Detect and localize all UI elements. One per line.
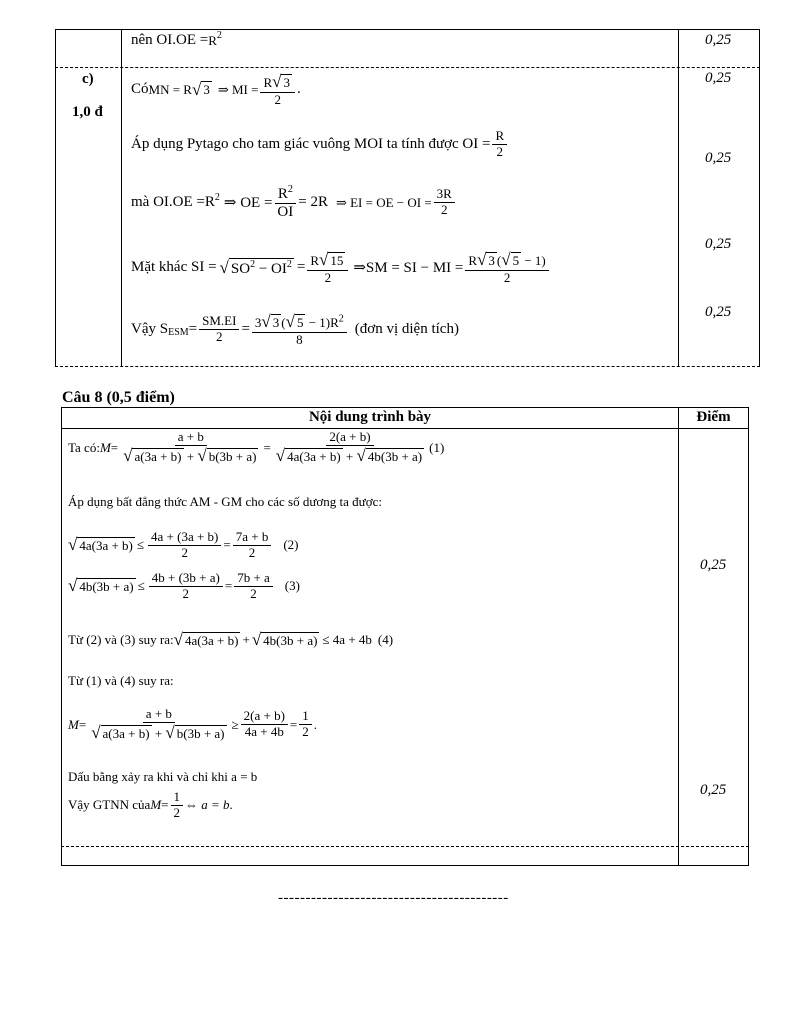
tu23-r1: 4a(3a + b) xyxy=(184,632,239,648)
frac-si-den: 2 xyxy=(324,269,332,285)
score-c-4: 0,25 xyxy=(705,304,732,320)
frac-mi-num: R xyxy=(263,75,273,90)
ineq3b-den: 2 xyxy=(250,585,257,601)
sesm-eq2: = xyxy=(241,321,250,338)
score-cau8-2: 0,25 xyxy=(700,782,727,798)
frac-gtnn xyxy=(171,790,184,821)
tag-3: (3) xyxy=(284,578,300,594)
tag-2: (2) xyxy=(283,537,299,553)
score-oi-oe: 0,25 xyxy=(705,32,732,48)
final-eq: = xyxy=(289,716,298,732)
frac-oi-num: R xyxy=(492,129,507,145)
cau8-header-score: Điểm xyxy=(696,409,731,425)
ineq2b-num: 7a + b xyxy=(233,530,272,546)
ineq2-eq: = xyxy=(223,537,231,553)
so: SO xyxy=(230,260,251,277)
frac-sesm2-close: − 1)R xyxy=(305,315,339,330)
frac-m1-d2: b(3b + a) xyxy=(208,448,257,464)
cau8-tu-1-4: Từ (1) và (4) suy ra: xyxy=(68,673,174,688)
line-pytago xyxy=(131,129,509,160)
frac-sesm1-num: SM.EI xyxy=(199,314,239,330)
final-end: . xyxy=(313,716,318,732)
m-eq-3: = xyxy=(78,716,87,732)
cau8-header-content: Nội dung trình bày xyxy=(308,409,432,425)
frac-m1-plus: + xyxy=(186,448,195,464)
frac-m1-d1: a(3a + b) xyxy=(134,448,182,464)
score-c-2: 0,25 xyxy=(705,150,732,166)
frac-sesm2-sqrt5: 5 xyxy=(296,315,304,330)
tag-1: (1) xyxy=(429,439,445,455)
m-var-3: M xyxy=(150,797,162,813)
ma-prefix: mà OI.OE = xyxy=(131,194,205,211)
oi: − OI xyxy=(255,260,287,277)
ma-exp: 2 xyxy=(214,192,220,204)
tu23-r2: 4b(3b + a) xyxy=(263,632,318,648)
tu23-prefix: Từ (2) và (3) suy ra: xyxy=(68,632,174,647)
frac-final-1-d2: b(3b + a) xyxy=(176,725,225,741)
m-eq2: = xyxy=(263,439,271,455)
footer-dashes: ------------------------------------------ xyxy=(278,890,509,906)
frac-final-1-plus: + xyxy=(154,725,163,741)
frac-si-num: R xyxy=(310,253,319,268)
frac-m2-d1: 4a(3a + b) xyxy=(287,448,341,464)
cau8-ineq-3: √ 4b(3b + a) ≤ $\frac{4b + (3b + a)}{2}$ = $\frac{7b + a}{2}$ (3) xyxy=(68,570,300,601)
frac-m2-num: 2(a + b) xyxy=(326,430,373,446)
frac-final-2-den: 4a + 4b xyxy=(244,724,284,740)
ta-co: Ta có: xyxy=(68,439,100,455)
tu23-rest: ≤ 4a + 4b xyxy=(322,632,372,647)
line-vay-sesm xyxy=(131,312,459,347)
frac-m1-num: a + b xyxy=(175,430,207,446)
frac-oe-den: OI xyxy=(277,204,294,221)
part-c-label: c) xyxy=(82,71,94,87)
mi-eq: ⇒ MI = xyxy=(217,81,259,97)
ineq3a-num: 4b + (3b + a) xyxy=(149,571,223,587)
frac-final-2 xyxy=(241,709,288,740)
frac-oe-exp: 2 xyxy=(287,184,293,195)
frac-final-2-num: 2(a + b) xyxy=(241,709,288,725)
oi-exp: 2 xyxy=(286,258,292,270)
ineq2a-den: 2 xyxy=(181,544,188,560)
oe-2r: = 2R xyxy=(298,194,328,211)
frac-sesm1 xyxy=(199,314,239,345)
sqrt-si-body xyxy=(229,258,294,278)
frac-final-3 xyxy=(299,709,312,740)
frac-mi-sqrt: 3 xyxy=(283,75,290,90)
frac-m2: $\frac{2(a + b)}{√ 4a(3a + b) + √ 4b(3b + a)}$ xyxy=(275,429,423,465)
line-mat-khac xyxy=(131,250,551,285)
frac-ineq3a xyxy=(149,571,223,602)
frac-oi-den: 2 xyxy=(496,143,504,159)
cau8-equality: Dấu bằng xảy ra khi và chỉ khi a = b xyxy=(68,769,258,784)
score-c-3: 0,25 xyxy=(705,236,732,252)
si-eq: = xyxy=(296,259,306,276)
frac-ineq2a xyxy=(148,530,221,561)
frac-sm-sqrt3: 3 xyxy=(488,253,495,268)
esm-sub: ESM xyxy=(168,327,189,339)
sqrt-3: 3 xyxy=(203,82,210,98)
oi-oe-exp: 2 xyxy=(216,30,222,41)
cau8-gtnn xyxy=(68,790,233,821)
frac-sesm2-sqrt3: 3 xyxy=(272,315,280,330)
ineq3a-den: 2 xyxy=(182,585,190,601)
frac-sesm2-3: 3 xyxy=(254,315,262,330)
frac-sesm2-open: ( xyxy=(281,315,286,330)
frac-oi xyxy=(492,129,507,160)
frac-oe-num: R xyxy=(277,186,288,202)
m-var: M xyxy=(99,439,111,455)
frac-sesm1-den: 2 xyxy=(216,329,223,345)
line-co-mn xyxy=(131,72,301,107)
frac-mi-den: 2 xyxy=(274,91,281,107)
part-c-points: 1,0 đ xyxy=(72,104,103,120)
final-ge: ≥ xyxy=(231,716,239,732)
score-cau8-1: 0,25 xyxy=(700,557,727,573)
oi-oe-prefix: nên OI.OE = xyxy=(131,32,209,48)
frac-sesm2-exp: 2 xyxy=(338,313,344,325)
so-exp: 2 xyxy=(250,258,256,270)
tag-4: (4) xyxy=(377,632,394,647)
frac-sm-close: − 1) xyxy=(521,253,546,268)
frac-si: $\frac{R√ 15}{2}$ xyxy=(307,250,348,285)
frac-mi: $\frac{R√ 3}{2}$ xyxy=(260,72,295,107)
co-end: . xyxy=(296,81,301,98)
sqrt-sign: √ xyxy=(191,79,202,99)
mat-prefix: Mặt khác SI = xyxy=(131,259,217,276)
gtnn-eq: = xyxy=(161,797,169,813)
cau8-am-gm: Áp dụng bất đẳng thức AM - GM cho các số dương ta được: xyxy=(68,494,382,509)
gtnn-prefix: Vậy GTNN của xyxy=(68,797,151,813)
sqrt-si: √ xyxy=(219,257,229,277)
tu23-plus: + xyxy=(242,632,250,647)
ineq2a-num: 4a + (3a + b) xyxy=(148,530,221,546)
frac-ei-den: 2 xyxy=(441,202,448,218)
frac-si-sqrt: 15 xyxy=(330,253,344,268)
ei-eq: ⇒ EI = OE − OI = xyxy=(335,194,432,210)
frac-m2-d2: 4b(3b + a) xyxy=(367,448,423,464)
cau8-title: Câu 8 (0,5 điểm) xyxy=(62,389,175,406)
frac-ei xyxy=(434,187,455,218)
frac-sm-sqrt5: 5 xyxy=(512,253,520,268)
ineq3-rad: 4b(3b + a) xyxy=(79,578,134,594)
cau8-ineq-2: √ 4a(3a + b) ≤ $\frac{4a + (3a + b)}{2}$ = $\frac{7a + b}{2}$ (2) xyxy=(68,529,299,560)
frac-final-1-num: a + b xyxy=(143,707,175,723)
frac-ineq3b xyxy=(234,571,273,602)
frac-final-1-d1: a(3a + b) xyxy=(102,725,150,741)
ineq2-le: ≤ xyxy=(136,537,145,553)
frac-sesm2-den: 8 xyxy=(296,331,303,347)
sm-eq: ⇒SM = SI − MI = xyxy=(353,260,464,277)
frac-oe xyxy=(274,184,296,222)
frac-sesm2: $\frac{3√ 3 (√ 5 - 1)R^2}{8}$ xyxy=(252,312,347,347)
frac-sm-open: ( xyxy=(496,253,502,268)
m-eq: = xyxy=(110,439,119,455)
cau8-tu-2-3: Từ (2) và (3) suy ra: √ 4a(3a + b) + √ 4b(3b + a) ≤ 4a + 4b (4) xyxy=(68,630,394,649)
frac-ei-num: 3R xyxy=(434,187,455,203)
frac-sm-den: 2 xyxy=(503,269,511,285)
line-ma-oi-oe xyxy=(131,184,457,222)
sesm-eq: = xyxy=(188,321,198,338)
frac-ineq2b xyxy=(233,530,272,561)
cau8-line-ta-co xyxy=(68,430,444,465)
gtnn-rest: ⇔ a = b xyxy=(185,797,230,813)
m-var-2: M xyxy=(68,716,79,732)
gtnn-end: . xyxy=(229,797,233,813)
ineq3-le: ≤ xyxy=(137,578,145,594)
vay-prefix: Vậy S xyxy=(131,321,169,338)
ineq2-rad: 4a(3a + b) xyxy=(79,537,133,553)
frac-gtnn-num: 1 xyxy=(171,790,184,806)
frac-sm-r: R xyxy=(468,253,478,268)
oi-oe-expr: R xyxy=(208,32,217,48)
frac-m1: $\frac{a + b}{√ a(3a + b) + √ b(3b + a)}$ xyxy=(123,429,257,465)
mn-eq: MN = R xyxy=(148,81,192,97)
frac-sm: $\frac{R√ 3 (√ 5 - 1)}{2}$ xyxy=(465,250,548,285)
pytago-text: Áp dụng Pytago cho tam giác vuông MOI ta tính được OI = xyxy=(131,135,491,152)
unit-text: (đơn vị diện tích) xyxy=(354,321,459,338)
oe-eq: ⇒ OE = xyxy=(223,195,273,212)
ma-r: R xyxy=(204,194,215,211)
cau8-final-ineq xyxy=(68,707,317,742)
oi-oe-line xyxy=(131,32,222,49)
ineq2b-den: 2 xyxy=(248,544,256,560)
co-prefix: Có xyxy=(131,81,149,98)
frac-final-3-den: 2 xyxy=(302,724,309,740)
frac-final-3-num: 1 xyxy=(299,709,312,725)
ineq3-eq: = xyxy=(224,578,233,594)
score-c-1: 0,25 xyxy=(705,70,732,86)
ineq3b-num: 7b + a xyxy=(234,571,273,587)
frac-gtnn-den: 2 xyxy=(173,804,180,820)
frac-m2-plus: + xyxy=(345,448,354,464)
frac-final-1: $\frac{a + b}{√ a(3a + b) + √ b(3b + a)}$ xyxy=(91,706,225,742)
